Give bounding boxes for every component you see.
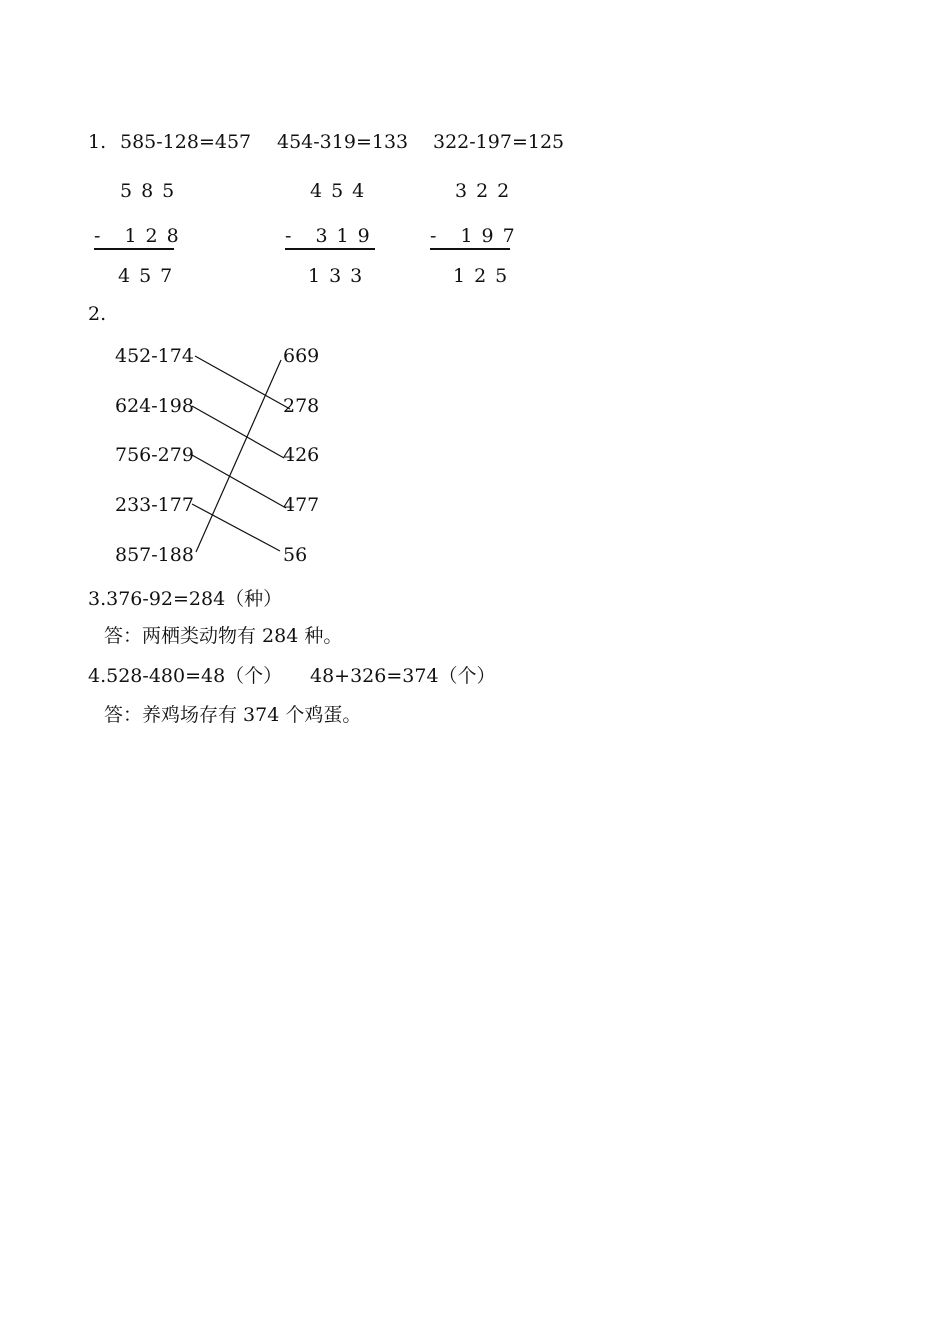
q2-right-item-2: 278 [283, 395, 320, 417]
vertical-1-minuend: 585 [120, 180, 184, 202]
q4-equation-2: 48+326=374（个） [310, 665, 496, 687]
q2-left-item-2: 624-198 [115, 395, 194, 417]
q2-right-item-1: 669 [283, 345, 320, 367]
vertical-3-subtrahend: - 197 [430, 225, 524, 247]
q4-answer: 答：养鸡场存有 374 个鸡蛋。 [104, 704, 362, 726]
vertical-1-subtrahend: - 128 [94, 225, 188, 247]
q4-equation-1: 4.528-480=48（个） [88, 665, 283, 687]
match-line-1 [195, 356, 290, 409]
q2-right-item-3: 426 [283, 444, 320, 466]
q2-left-item-4: 233-177 [115, 494, 194, 516]
match-line-5 [196, 360, 281, 552]
vertical-2-difference: 133 [308, 265, 372, 287]
match-line-3 [192, 455, 286, 508]
vertical-2-subtrahend: - 319 [285, 225, 379, 247]
vertical-2-minuend: 454 [310, 180, 374, 202]
q2-left-item-3: 756-279 [115, 444, 194, 466]
q2-right-item-4: 477 [283, 494, 320, 516]
q2-label: 2. [88, 303, 107, 325]
match-line-2 [192, 406, 284, 458]
q3-equation: 3.376-92=284（种） [88, 588, 283, 610]
q2-left-item-1: 452-174 [115, 345, 194, 367]
match-line-4 [192, 504, 280, 551]
vertical-1-difference: 457 [118, 265, 182, 287]
q1-equation-1: 585-128=457 [120, 131, 252, 153]
q1-label: 1. [88, 131, 107, 153]
q3-answer: 答：两栖类动物有 284 种。 [104, 625, 343, 647]
q2-left-item-5: 857-188 [115, 544, 194, 566]
vertical-3-minuend: 322 [455, 180, 519, 202]
vertical-3-difference: 125 [453, 265, 517, 287]
q1-equation-3: 322-197=125 [433, 131, 565, 153]
q2-matching-lines [0, 0, 950, 620]
q2-right-item-5: 56 [283, 544, 308, 566]
q1-equation-2: 454-319=133 [277, 131, 409, 153]
